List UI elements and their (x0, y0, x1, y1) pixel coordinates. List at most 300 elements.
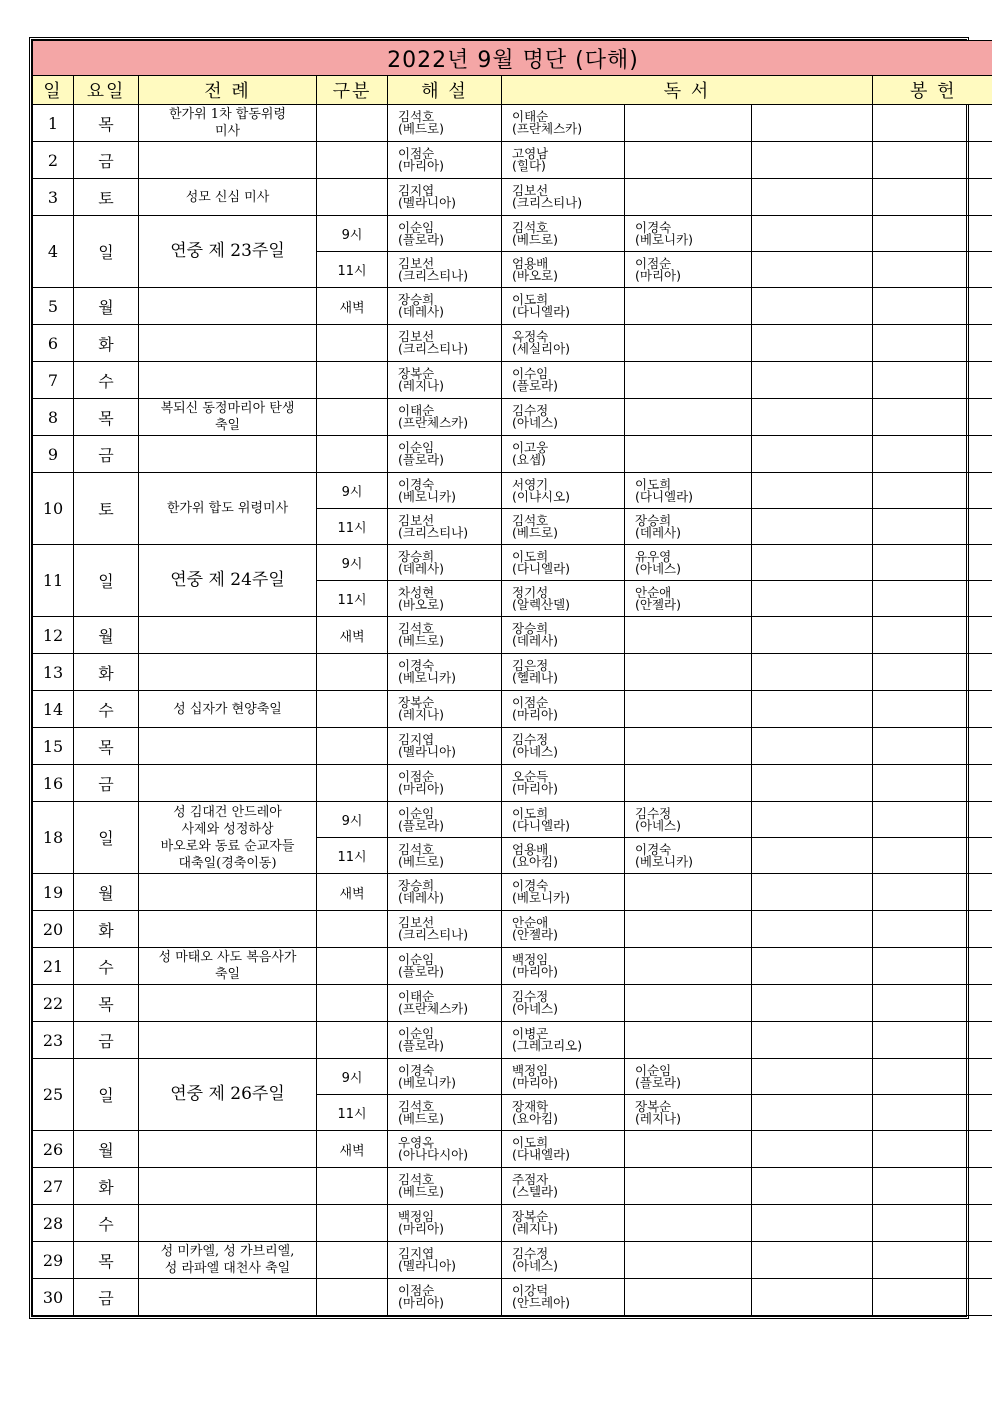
commentary-cell (388, 473, 502, 509)
reader-cell (625, 765, 752, 802)
person-saint-name: (요아킴) (512, 853, 558, 869)
person-saint-name: (플로라) (398, 817, 444, 833)
table-row (33, 325, 992, 362)
day-cell: 16 (33, 765, 74, 802)
liturgy-cell: 연중 제 24주일 (139, 545, 317, 617)
person-name: 오순득 (512, 769, 549, 784)
liturgy-cell: 연중 제 26주일 (139, 1059, 317, 1131)
person-saint-name: (멜라니아) (398, 744, 457, 759)
division-cell (317, 1205, 388, 1242)
commentary-cell (388, 985, 502, 1022)
reader-cell (502, 1279, 625, 1316)
reader-cell (502, 545, 625, 581)
liturgy-cell (139, 436, 317, 473)
person-saint-name: (요셉) (512, 452, 546, 467)
table-row (33, 691, 992, 728)
reader-cell (625, 985, 752, 1022)
day-cell: 15 (33, 728, 74, 765)
person-name: 이순임 (398, 219, 435, 235)
division-cell (317, 765, 388, 802)
person-saint-name: (베드로) (512, 524, 558, 540)
reader-cell (752, 948, 873, 985)
person-name: 서영기 (512, 476, 549, 492)
person-name: 이도희 (512, 805, 549, 821)
division-cell: 9시 (317, 545, 388, 581)
reader-cell (625, 252, 752, 288)
reader-cell (625, 1131, 752, 1168)
person-saint-name: (마리아) (398, 1221, 444, 1236)
commentary-cell (388, 1279, 502, 1316)
person-saint-name: (크리스티나) (398, 524, 469, 540)
offering-cell (873, 325, 992, 362)
reader-cell (625, 911, 752, 948)
day-cell: 26 (33, 1131, 74, 1168)
person-saint-name: (스텔라) (512, 1184, 558, 1199)
header-commentary: 해 설 (388, 76, 502, 105)
commentary-cell (388, 1242, 502, 1279)
dow-cell: 목 (74, 985, 139, 1022)
liturgy-cell: 한가위 합도 위령미사 (139, 473, 317, 545)
liturgy-cell: 연중 제 23주일 (139, 216, 317, 288)
person-name: 이순임 (635, 1062, 672, 1078)
day-cell: 9 (33, 436, 74, 473)
person-name: 백정임 (398, 1209, 435, 1224)
person-saint-name: (플로라) (398, 452, 444, 467)
commentary-cell (388, 1168, 502, 1205)
dow-cell: 금 (74, 142, 139, 179)
day-cell: 1 (33, 105, 74, 142)
person-name: 이경숙 (398, 658, 435, 673)
dow-cell: 화 (74, 1168, 139, 1205)
commentary-cell (388, 105, 502, 142)
person-name: 김은정 (512, 658, 549, 673)
commentary-cell (388, 617, 502, 654)
person-saint-name: (베로니카) (398, 670, 457, 685)
person-saint-name: (아네스) (512, 744, 558, 759)
liturgy-cell (139, 1279, 317, 1316)
reader-cell (625, 325, 752, 362)
person-saint-name: (베로니카) (398, 488, 457, 504)
reader-cell (625, 545, 752, 581)
table-row (33, 802, 992, 838)
person-saint-name: (데레사) (398, 560, 444, 576)
table-row (33, 399, 992, 436)
person-name: 엄용배 (512, 255, 549, 271)
person-name: 장복순 (635, 1098, 672, 1114)
person-name: 이태순 (398, 403, 435, 418)
division-cell: 새벽 (317, 617, 388, 654)
reader-cell (752, 838, 873, 874)
commentary-cell (388, 325, 502, 362)
person-name: 유우영 (635, 548, 672, 564)
person-saint-name: (베드로) (398, 853, 444, 869)
person-saint-name: (아네스) (635, 560, 681, 576)
dow-cell: 화 (74, 911, 139, 948)
table-row (33, 985, 992, 1022)
reader-cell (502, 1205, 625, 1242)
division-cell (317, 105, 388, 142)
person-saint-name: (힐다) (512, 158, 546, 173)
commentary-cell (388, 509, 502, 545)
person-name: 김석호 (512, 512, 549, 528)
person-saint-name: (베로니카) (398, 1074, 457, 1090)
person-saint-name: (아네스) (512, 1258, 558, 1273)
day-cell: 18 (33, 802, 74, 874)
commentary-cell (388, 288, 502, 325)
commentary-cell (388, 654, 502, 691)
person-saint-name: (플로라) (635, 1074, 681, 1090)
person-saint-name: (바오로) (398, 596, 444, 612)
person-name: 이순임 (398, 805, 435, 821)
reader-cell (502, 1059, 625, 1095)
reader-cell (752, 1059, 873, 1095)
liturgy-cell: 복되신 동정마리아 탄생 축일 (139, 399, 317, 436)
day-cell: 29 (33, 1242, 74, 1279)
division-cell: 새벽 (317, 874, 388, 911)
liturgy-cell: 성 마태오 사도 복음사가 축일 (139, 948, 317, 985)
reader-cell (752, 654, 873, 691)
day-cell: 27 (33, 1168, 74, 1205)
person-saint-name: (크리스티나) (398, 267, 469, 283)
person-saint-name: (베드로) (398, 121, 444, 136)
offering-cell (873, 654, 992, 691)
person-name: 이경숙 (398, 1062, 435, 1078)
reader-cell (502, 325, 625, 362)
reader-cell (625, 473, 752, 509)
person-saint-name: (마리아) (512, 707, 558, 722)
division-cell (317, 1242, 388, 1279)
commentary-cell (388, 691, 502, 728)
dow-cell: 화 (74, 325, 139, 362)
table-row (33, 362, 992, 399)
division-cell: 9시 (317, 473, 388, 509)
reader-cell (502, 1242, 625, 1279)
reader-cell (502, 617, 625, 654)
commentary-cell (388, 802, 502, 838)
division-cell (317, 911, 388, 948)
offering-cell (873, 142, 992, 179)
reader-cell (502, 436, 625, 473)
commentary-cell (388, 252, 502, 288)
commentary-cell (388, 1095, 502, 1131)
commentary-cell (388, 874, 502, 911)
reader-cell (752, 399, 873, 436)
reader-cell (752, 509, 873, 545)
reader-cell (502, 654, 625, 691)
person-name: 김보선 (398, 255, 435, 271)
reader-cell (502, 728, 625, 765)
person-name: 김수정 (512, 732, 549, 747)
offering-cell (873, 1059, 992, 1095)
person-name: 이수임 (512, 366, 549, 381)
offering-cell (873, 473, 992, 509)
reader-cell (625, 1059, 752, 1095)
header-division: 구분 (317, 76, 388, 105)
person-name: 엄용배 (512, 841, 549, 857)
reader-cell (625, 1022, 752, 1059)
reader-cell (502, 216, 625, 252)
liturgy-cell: 성 김대건 안드레아 사제와 성정하상 바오로와 동료 순교자들 대축일(경축이동) (139, 802, 317, 874)
person-saint-name: (마리아) (512, 781, 558, 796)
person-name: 장승희 (398, 292, 435, 307)
dow-cell: 일 (74, 802, 139, 874)
person-name: 이강덕 (512, 1283, 549, 1298)
dow-cell: 수 (74, 362, 139, 399)
person-saint-name: (안드레아) (512, 1295, 571, 1310)
person-saint-name: (마리아) (398, 1295, 444, 1310)
dow-cell: 목 (74, 1242, 139, 1279)
day-cell: 13 (33, 654, 74, 691)
person-name: 김지엽 (398, 1246, 435, 1261)
reader-cell (752, 1131, 873, 1168)
person-saint-name: (베로니카) (635, 231, 694, 247)
liturgy-cell (139, 617, 317, 654)
person-saint-name: (그레고리오) (512, 1038, 583, 1053)
reader-cell (752, 325, 873, 362)
page-title: 2022년 9월 명단 (다해) (33, 41, 992, 76)
division-cell (317, 1279, 388, 1316)
offering-cell (873, 105, 992, 142)
reader-cell (752, 473, 873, 509)
person-name: 주점자 (512, 1172, 549, 1187)
offering-cell (873, 1168, 992, 1205)
person-name: 이경숙 (635, 841, 672, 857)
offering-cell (873, 1242, 992, 1279)
reader-cell (752, 1279, 873, 1316)
reader-cell (625, 399, 752, 436)
table-row (33, 765, 992, 802)
table-row (33, 1059, 992, 1095)
person-name: 이점순 (398, 1283, 435, 1298)
division-cell: 11시 (317, 252, 388, 288)
reader-cell (752, 691, 873, 728)
person-name: 이도희 (512, 548, 549, 564)
dow-cell: 토 (74, 179, 139, 216)
table-row (33, 1242, 992, 1279)
person-name: 고영남 (512, 146, 549, 161)
person-name: 김석호 (398, 109, 435, 124)
dow-cell: 목 (74, 728, 139, 765)
liturgy-cell (139, 1168, 317, 1205)
offering-cell (873, 545, 992, 581)
person-saint-name: (프란체스카) (398, 1001, 469, 1016)
dow-cell: 월 (74, 288, 139, 325)
table-row (33, 1131, 992, 1168)
table-row (33, 1279, 992, 1316)
reader-cell (752, 179, 873, 216)
person-saint-name: (데레사) (512, 633, 558, 648)
liturgy-cell (139, 728, 317, 765)
reader-cell (625, 581, 752, 617)
person-saint-name: (마리아) (512, 964, 558, 979)
person-saint-name: (플로라) (512, 378, 558, 393)
offering-cell (873, 617, 992, 654)
liturgy-cell (139, 874, 317, 911)
liturgy-cell (139, 1205, 317, 1242)
reader-cell (625, 216, 752, 252)
person-name: 이경숙 (398, 476, 435, 492)
person-name: 장복순 (398, 695, 435, 710)
table-row (33, 948, 992, 985)
commentary-cell (388, 765, 502, 802)
person-saint-name: (이냐시오) (512, 488, 571, 504)
commentary-cell (388, 1059, 502, 1095)
division-cell (317, 1022, 388, 1059)
reader-cell (625, 691, 752, 728)
table-row (33, 179, 992, 216)
person-name: 김보선 (398, 329, 435, 344)
liturgy-cell (139, 765, 317, 802)
liturgy-cell: 성모 신심 미사 (139, 179, 317, 216)
offering-cell (873, 581, 992, 617)
person-saint-name: (다니엘라) (635, 488, 694, 504)
person-name: 김석호 (512, 219, 549, 235)
division-cell (317, 325, 388, 362)
person-name: 이태순 (512, 109, 549, 124)
liturgy-cell: 성 미카엘, 성 가브리엘, 성 라파엘 대천사 축일 (139, 1242, 317, 1279)
day-cell: 19 (33, 874, 74, 911)
offering-cell (873, 1131, 992, 1168)
dow-cell: 화 (74, 654, 139, 691)
offering-cell (873, 838, 992, 874)
person-saint-name: (마리아) (635, 267, 681, 283)
day-cell: 22 (33, 985, 74, 1022)
liturgy-cell (139, 654, 317, 691)
table-row (33, 1022, 992, 1059)
reader-cell (625, 288, 752, 325)
person-name: 차성현 (398, 584, 435, 600)
person-name: 장승희 (635, 512, 672, 528)
person-name: 이고웅 (512, 440, 549, 455)
person-saint-name: (멜라니아) (398, 1258, 457, 1273)
header-offering: 봉 헌 (873, 76, 992, 105)
person-saint-name: (레지나) (635, 1110, 681, 1126)
person-saint-name: (레지나) (398, 378, 444, 393)
person-saint-name: (프란체스카) (398, 415, 469, 430)
reader-cell (752, 581, 873, 617)
dow-cell: 일 (74, 545, 139, 617)
commentary-cell (388, 838, 502, 874)
day-cell: 20 (33, 911, 74, 948)
reader-cell (625, 1095, 752, 1131)
person-name: 이도희 (512, 1135, 549, 1150)
person-saint-name: (아네스) (635, 817, 681, 833)
person-saint-name: (안젤라) (635, 596, 681, 612)
person-saint-name: (아네스) (512, 415, 558, 430)
division-cell: 9시 (317, 216, 388, 252)
offering-cell (873, 362, 992, 399)
liturgy-cell (139, 911, 317, 948)
roster-body (33, 105, 992, 1316)
day-cell: 23 (33, 1022, 74, 1059)
day-cell: 25 (33, 1059, 74, 1131)
person-name: 이도희 (512, 292, 549, 307)
person-saint-name: (베드로) (398, 1110, 444, 1126)
commentary-cell (388, 728, 502, 765)
header-reading: 독 서 (502, 76, 873, 105)
person-name: 김수정 (512, 1246, 549, 1261)
reader-cell (502, 105, 625, 142)
dow-cell: 월 (74, 617, 139, 654)
reader-cell (625, 509, 752, 545)
person-name: 옥정숙 (512, 329, 549, 344)
dow-cell: 일 (74, 216, 139, 288)
person-name: 이태순 (398, 989, 435, 1004)
reader-cell (752, 216, 873, 252)
person-saint-name: (세실리아) (512, 341, 571, 356)
liturgy-cell (139, 1022, 317, 1059)
person-saint-name: (데레사) (398, 890, 444, 905)
commentary-cell (388, 142, 502, 179)
person-saint-name: (아네스) (512, 1001, 558, 1016)
reader-cell (752, 362, 873, 399)
division-cell (317, 362, 388, 399)
offering-cell (873, 911, 992, 948)
division-cell (317, 1168, 388, 1205)
table-row (33, 617, 992, 654)
reader-cell (502, 1022, 625, 1059)
dow-cell: 토 (74, 473, 139, 545)
reader-cell (752, 911, 873, 948)
division-cell (317, 728, 388, 765)
person-saint-name: (마리아) (512, 1074, 558, 1090)
liturgy-cell (139, 362, 317, 399)
commentary-cell (388, 948, 502, 985)
person-name: 장재학 (512, 1098, 549, 1114)
commentary-cell (388, 581, 502, 617)
reader-cell (625, 617, 752, 654)
reader-cell (502, 838, 625, 874)
person-saint-name: (헬레나) (512, 670, 558, 685)
reader-cell (752, 874, 873, 911)
commentary-cell (388, 1022, 502, 1059)
reader-cell (625, 1279, 752, 1316)
person-name: 이점순 (512, 695, 549, 710)
reader-cell (752, 1242, 873, 1279)
roster-table (32, 40, 992, 1316)
day-cell: 6 (33, 325, 74, 362)
reader-cell (502, 874, 625, 911)
reader-cell (502, 802, 625, 838)
day-cell: 14 (33, 691, 74, 728)
reader-cell (625, 1168, 752, 1205)
person-name: 김보선 (512, 183, 549, 198)
person-saint-name: (안젤라) (512, 927, 558, 942)
person-saint-name: (베드로) (398, 633, 444, 648)
reader-cell (502, 399, 625, 436)
reader-cell (752, 1205, 873, 1242)
person-saint-name: (크리스티나) (512, 195, 583, 210)
division-cell: 9시 (317, 1059, 388, 1095)
person-name: 이경숙 (512, 878, 549, 893)
person-name: 안순애 (635, 584, 672, 600)
person-saint-name: (아나다시아) (398, 1147, 469, 1162)
header-liturgy: 전 례 (139, 76, 317, 105)
person-saint-name: (프란체스카) (512, 121, 583, 136)
reader-cell (752, 252, 873, 288)
liturgy-cell (139, 325, 317, 362)
offering-cell (873, 765, 992, 802)
reader-cell (625, 105, 752, 142)
person-saint-name: (플로라) (398, 1038, 444, 1053)
commentary-cell (388, 362, 502, 399)
day-cell: 8 (33, 399, 74, 436)
header-dow: 요일 (74, 76, 139, 105)
offering-cell (873, 288, 992, 325)
offering-cell (873, 1095, 992, 1131)
person-saint-name: (데레사) (398, 304, 444, 319)
commentary-cell (388, 911, 502, 948)
